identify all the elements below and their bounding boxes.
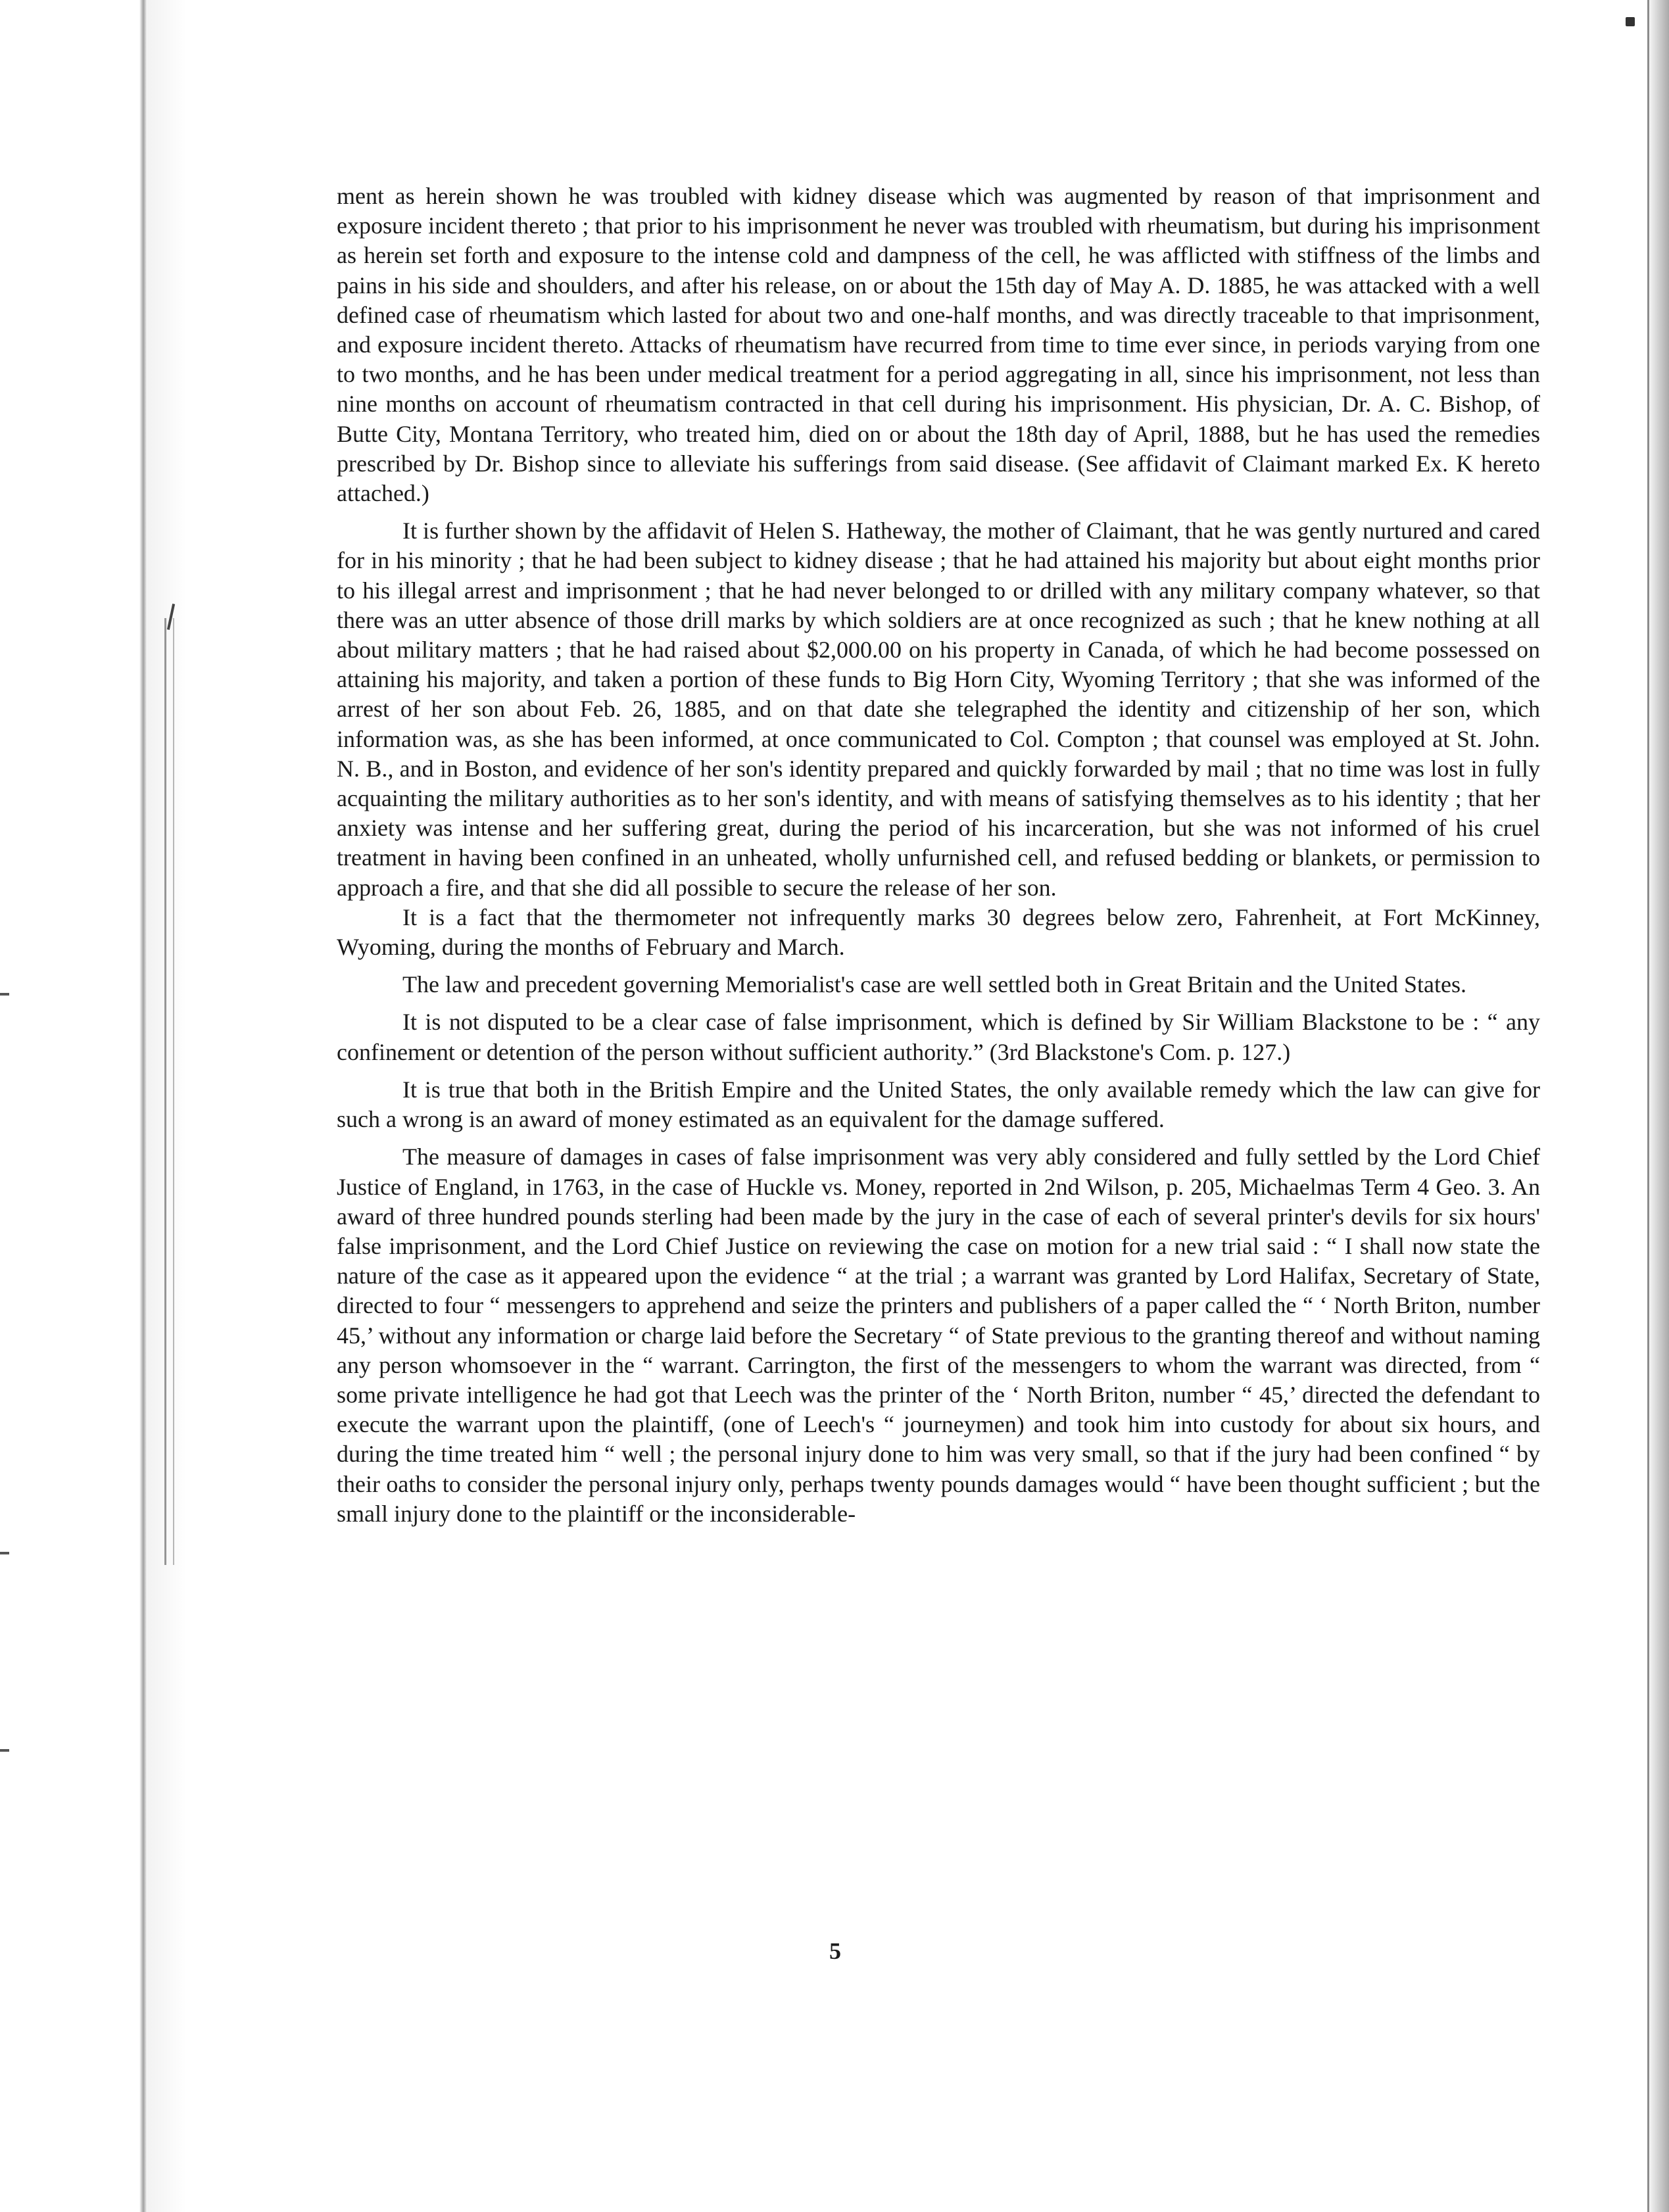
paragraph-huckle-vs-money: The measure of damages in cases of false imprisonment was very ably considered and fully settled by the Lord Chief Justice of England, in 1763, in the case of Huckle vs. Money, reported in 2nd Wilson, p. 205, Michaelmas Term 4 Geo. 3. An award of three hundred pounds sterling had been made by the jury in the case of each of several printer's devils for six hours' false imprisonment, and the Lord Chief Justice on reviewing the case on motion for a new trial said : “ I shall now state the nature of the case as it appeared upon the evidence “ at the trial ; a warrant was granted by Lord Halifax, Secretary of State, directed to four “ messengers to apprehend and seize the printers and publishers of a paper called the “ ‘ North Briton, number 45,’ without any information or charge laid before the Secretary “ of State previous to the granting thereof and without naming any person whomsoever in the “ warrant. Carrington, the first of the messengers to whom the warrant was directed, from “ some private intelligence he had got that Leech was the printer of the ‘ North Briton, number “ 45,’ directed the defendant to execute the warrant upon the plaintiff, (one of Leech's “ journeymen) and took him into custody for about six hours, and during the time treated him “ well ; the personal injury done to him was very small, so that if the jury had been confined “ by their oaths to consider the personal injury only, perhaps twenty pounds damages would “ have been thought sufficient ; but the small injury done to the plaintiff or the inconsiderable- bbox=[337, 1143, 1540, 1527]
right-page-edge bbox=[1647, 0, 1669, 2212]
edge-mark bbox=[0, 1552, 9, 1554]
binding-fold bbox=[139, 0, 147, 2212]
body-text bbox=[337, 181, 1540, 1529]
paragraph-thermometer: It is a fact that the thermometer not infrequently marks 30 degrees below zero, Fahrenheit, at Fort McKinney, Wyoming, during the months of February and March. bbox=[337, 903, 1540, 961]
paragraph-false-imprisonment: It is not disputed to be a clear case of false imprisonment, which is defined by Sir William Blackstone to be : “ any confinement or detention of the person without sufficient authority.” (3rd Blackstone's Com. p. 127.) bbox=[337, 1009, 1540, 1065]
facing-page-edge bbox=[0, 0, 139, 2212]
edge-mark bbox=[0, 1749, 9, 1752]
paragraph-remedy: It is true that both in the British Empire and the United States, the only available remedy which the law can give for such a wrong is an award of money estimated as an equivalent for the damage suffered. bbox=[337, 1076, 1540, 1133]
paragraph-law-precedent: The law and precedent governing Memorialist's case are well settled both in Great Britain and the United States. bbox=[402, 971, 1466, 998]
paragraph-continuation: ment as herein shown he was troubled with kidney disease which was augmented by reason of that imprisonment and exposure incident thereto ; that prior to his imprisonment he never was troubled with rheumatism, but during his imprisonment as herein set forth and exposure to the intense cold and dampness of the cell, he was afflicted with stiffness of the limbs and pains in his side and shoulders, and after his release, on or about the 15th day of May A. D. 1885, he was attacked with a well defined case of rheumatism which lasted for about two and one-half months, and was directly traceable to that imprisonment, and exposure incident thereto. Attacks of rheumatism have recurred from time to time ever since, in periods varying from one to two months, and he has been under medical treatment for a period aggregating in all, since his imprisonment, not less than nine months on account of rheumatism contracted in that cell during his imprisonment. His physician, Dr. A. C. Bishop, of Butte City, Montana Territory, who treated him, died on or about the 18th day of April, 1888, but he has used the remedies prescribed by Dr. Bishop since to alleviate his sufferings from said disease. (See affidavit of Claimant marked Ex. K hereto attached.) bbox=[337, 183, 1540, 507]
page-number: 5 bbox=[829, 1938, 841, 1964]
edge-mark bbox=[0, 993, 9, 996]
paragraph-hatheway-affidavit: It is further shown by the affidavit of Helen S. Hatheway, the mother of Claimant, that he was gently nurtured and cared for in his minority ; that he had been subject to kidney disease ; that he had attained his majority but about eight months prior to his illegal arrest and imprisonment ; that he had never belonged to or drilled with any military company whatever, so that there was an utter absence of those drill marks by which soldiers are at once recognized as such ; that he knew nothing at all about military matters ; that he had raised about $2,000.00 on his property in Canada, of which he had become possessed on attaining his majority, and taken a portion of these funds to Big Horn City, Wyoming Territory ; that she was informed of the arrest of her son about Feb. 26, 1885, and on that date she telegraphed the identity and citizenship of her son, which information was, as she has been informed, at once communicated to Col. Compton ; that counsel was employed at St. John. N. B., and in Boston, and evidence of her son's identity prepared and quickly forwarded by mail ; that no time was lost in fully acquainting the military authorities as to her son's identity, and with means of satisfying themselves as to his identity ; that her anxiety was intense and her suffering great, during the period of his incarceration, but she was not informed of his cruel treatment in having been confined in an unheated, wholly unfurnished cell, and refused bedding or blankets, or permission to approach a fire, and that she did all possible to secure the release of her son. bbox=[337, 517, 1540, 901]
margin-stitch-line bbox=[164, 618, 174, 1565]
right-edge-line bbox=[1647, 0, 1649, 2212]
corner-mark bbox=[1626, 17, 1635, 26]
